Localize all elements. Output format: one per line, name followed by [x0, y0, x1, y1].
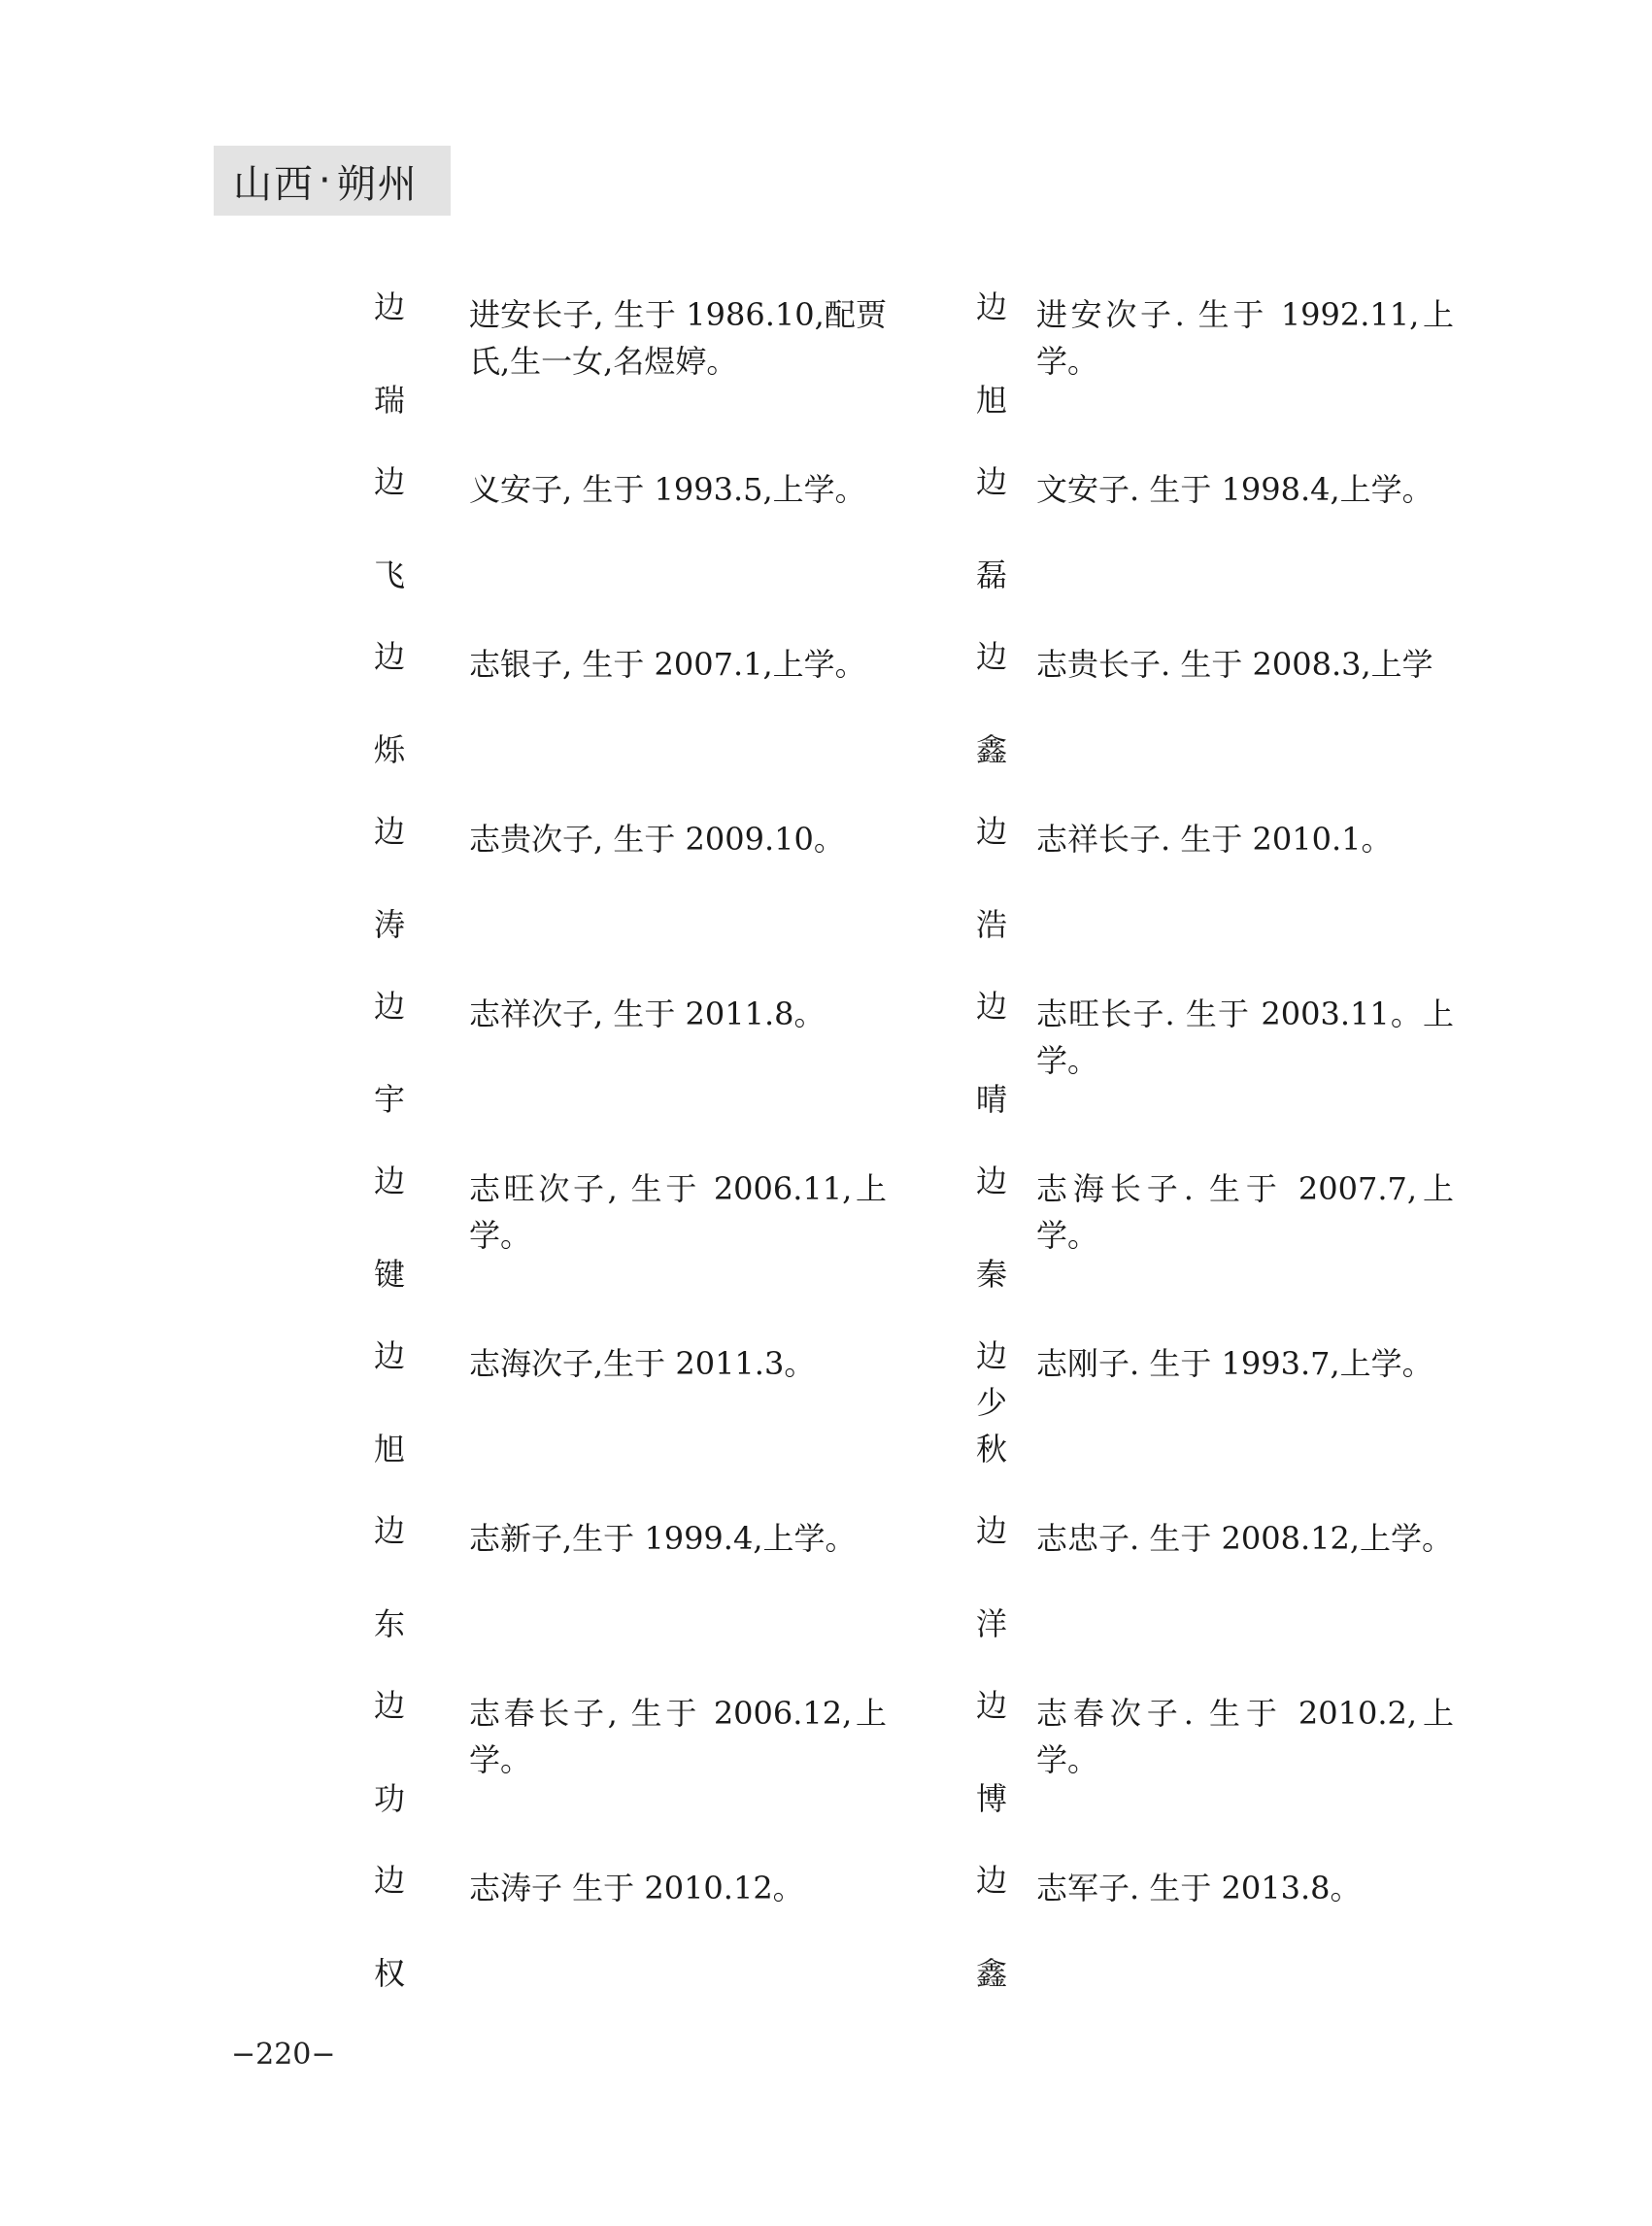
surname: 边	[976, 988, 1008, 1025]
person-description: 志祥长子. 生于 2010.1。	[1036, 821, 1393, 858]
surname: 边	[374, 1687, 406, 1724]
surname: 边	[374, 638, 406, 675]
given-name: 磊	[976, 556, 1008, 593]
header-separator: ·	[319, 158, 333, 203]
given-name-middle: 少	[976, 1384, 1008, 1421]
list-item	[374, 1687, 898, 1836]
surname: 边	[976, 1512, 1008, 1549]
given-name: 浩	[976, 906, 1008, 943]
list-item	[976, 1337, 1462, 1486]
person-description: 志贵次子, 生于 2009.10。	[469, 821, 845, 858]
person-description: 志军子. 生于 2013.8。	[1036, 1870, 1362, 1906]
given-name: 宇	[374, 1081, 406, 1118]
given-name: 瑞	[374, 382, 406, 419]
person-description: 志涛子 生于 2010.12。	[469, 1870, 804, 1906]
given-name: 涛	[374, 906, 406, 943]
page-number: −220−	[231, 2038, 336, 2072]
person-description: 志贵长子. 生于 2008.3,上学	[1036, 646, 1433, 683]
list-item	[374, 1862, 898, 2010]
person-description: 进安长子, 生于 1986.10,配贾氏,生一女,名煜婷。	[469, 296, 887, 380]
surname: 边	[374, 1163, 406, 1199]
given-name: 旭	[976, 382, 1008, 419]
given-name: 旭	[374, 1431, 406, 1467]
surname: 边	[976, 1163, 1008, 1199]
person-description: 志刚子. 生于 1993.7,上学。	[1036, 1345, 1433, 1382]
given-name: 晴	[976, 1081, 1008, 1118]
list-item	[374, 463, 898, 612]
given-name: 洋	[976, 1605, 1008, 1642]
surname: 边	[374, 288, 406, 325]
surname: 边	[976, 1687, 1008, 1724]
person-description: 志海长子. 生于 2007.7,上学。	[1036, 1170, 1454, 1254]
list-item	[976, 1687, 1462, 1836]
list-item	[976, 988, 1462, 1136]
surname: 边	[976, 463, 1008, 500]
list-item	[976, 463, 1462, 612]
surname: 边	[374, 813, 406, 850]
given-name: 秋	[976, 1431, 1008, 1467]
list-item	[374, 1512, 898, 1661]
list-item	[374, 288, 898, 437]
given-name: 鑫	[976, 731, 1008, 768]
given-name: 键	[374, 1256, 406, 1293]
person-description: 志忠子. 生于 2008.12,上学。	[1036, 1520, 1454, 1557]
given-name: 烁	[374, 731, 406, 768]
surname: 边	[374, 463, 406, 500]
given-name: 功	[374, 1780, 406, 1817]
surname: 边	[976, 1337, 1008, 1374]
list-item	[976, 1512, 1462, 1661]
surname: 边	[976, 1862, 1008, 1899]
given-name: 鑫	[976, 1955, 1008, 1992]
surname: 边	[976, 288, 1008, 325]
list-item	[374, 813, 898, 961]
surname: 边	[976, 638, 1008, 675]
person-description: 义安子, 生于 1993.5,上学。	[469, 471, 866, 508]
person-description: 志旺次子, 生于 2006.11,上学。	[469, 1170, 887, 1254]
surname: 边	[374, 1512, 406, 1549]
list-item	[374, 988, 898, 1136]
given-name: 权	[374, 1955, 406, 1992]
list-item	[374, 1165, 898, 1311]
list-item	[374, 1337, 898, 1486]
surname: 边	[374, 988, 406, 1025]
person-description: 志祥次子, 生于 2011.8。	[469, 995, 826, 1032]
given-name: 秦	[976, 1256, 1008, 1293]
person-description: 志银子, 生于 2007.1,上学。	[469, 646, 866, 683]
surname: 边	[374, 1862, 406, 1899]
list-item	[976, 1862, 1462, 2010]
surname: 边	[374, 1337, 406, 1374]
person-description: 文安子. 生于 1998.4,上学。	[1036, 471, 1433, 508]
given-name: 博	[976, 1780, 1008, 1817]
person-description: 进安次子. 生于 1992.11,上学。	[1036, 296, 1454, 380]
list-item	[374, 638, 898, 787]
list-item	[976, 288, 1462, 437]
given-name: 飞	[374, 556, 406, 593]
list-item	[976, 1165, 1462, 1311]
person-description: 志海次子,生于 2011.3。	[469, 1345, 816, 1382]
person-description: 志旺长子. 生于 2003.11。上学。	[1036, 995, 1454, 1079]
surname: 边	[976, 813, 1008, 850]
list-item	[976, 813, 1462, 961]
list-item	[976, 638, 1462, 787]
person-description: 志春次子. 生于 2010.2,上学。	[1036, 1695, 1454, 1778]
header-region: 山西	[233, 161, 315, 207]
person-description: 志春长子, 生于 2006.12,上学。	[469, 1695, 887, 1778]
header-city: 朔州	[336, 161, 419, 207]
given-name: 东	[374, 1605, 406, 1642]
person-description: 志新子,生于 1999.4,上学。	[469, 1520, 857, 1557]
